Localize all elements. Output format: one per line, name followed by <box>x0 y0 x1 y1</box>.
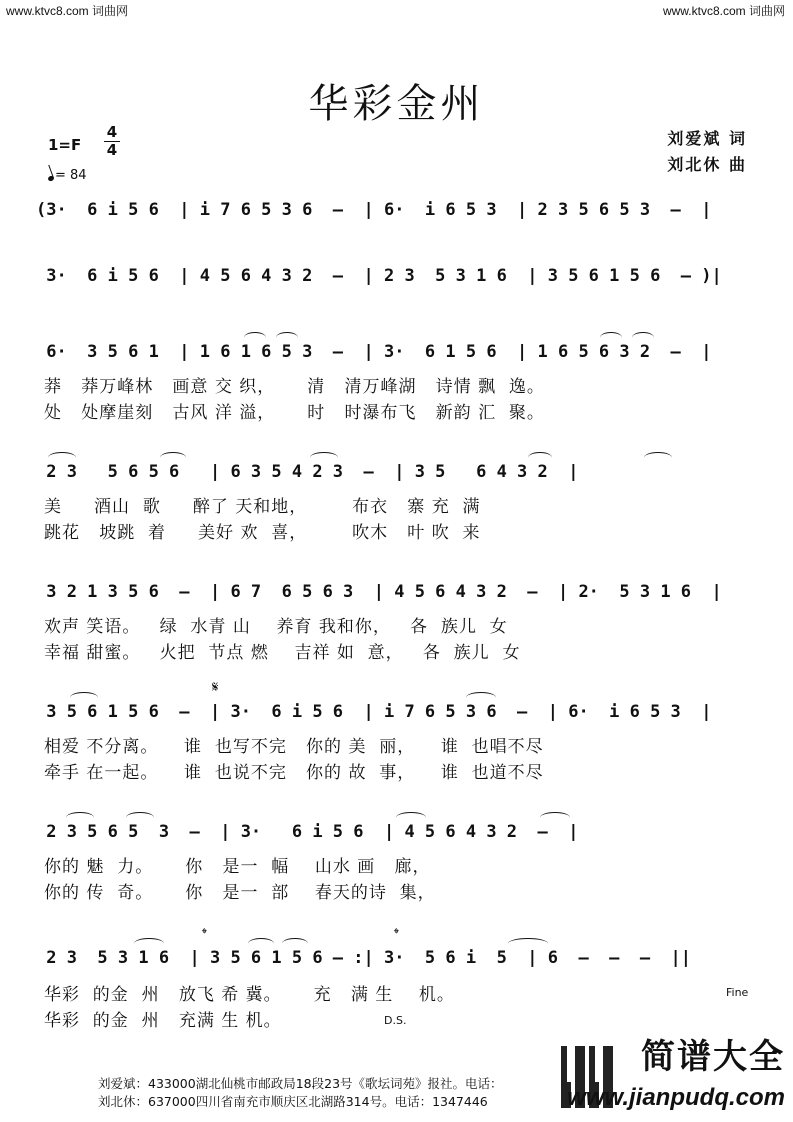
slur <box>248 938 274 949</box>
segno-icon: 𝄋 <box>212 678 219 696</box>
lyric-line-5b: 幸福 甜蜜。 火把 节点 燃 吉祥 如 意， 各 族儿 女 <box>44 643 521 663</box>
quarter-note-icon <box>47 175 54 182</box>
composer-credit: 刘北休 曲 <box>667 155 747 174</box>
lyric-line-7b: 你的 传 奇。 你 是一 部 春天的诗 集， <box>44 883 436 903</box>
footer-line-1: 刘爱斌：433000湖北仙桃市邮政局18段23号《歌坛词苑》报社。电话： <box>98 1076 503 1091</box>
slur <box>134 938 164 949</box>
song-title: 华彩金州 <box>308 81 485 127</box>
slur <box>70 692 98 703</box>
key-signature: 1=F <box>48 136 82 154</box>
slur <box>466 692 496 703</box>
slur <box>396 812 426 823</box>
lyric-line-3a: 莽 莽万峰林 画意 交 织， 清 清万峰湖 诗情 飘 逸。 <box>44 377 545 397</box>
lyric-line-5a: 欢声 笑语。 绿 水青 山 养育 我和你， 各 族儿 女 <box>44 617 508 637</box>
fine-mark: Fine <box>726 986 749 999</box>
tempo-value: = 84 <box>55 168 87 183</box>
lyric-line-6a: 相爱 不分离。 谁 也写不完 你的 美 丽， 谁 也唱不尽 <box>44 737 544 757</box>
lyricist-credit: 刘爱斌 词 <box>667 129 747 148</box>
slur <box>276 332 298 343</box>
music-line-3: 6· 3 5 6 1 | 1 6 1 6 5 3 – | 3· 6 1 5 6 | 1 6 5 6 3 2 – | <box>36 342 712 362</box>
slur <box>600 332 622 343</box>
lyric-line-4b: 跳花 坡跳 着 美好 欢 喜， 吹木 叶 吹 来 <box>44 523 481 543</box>
music-line-8: 2 3 5 3 1 6 | 3 5 6 1 5 6 – :| 3· 5 6 i 5 | 6 – – – || <box>36 948 692 968</box>
logo-text: 简谱大全 <box>641 1037 785 1077</box>
lyric-line-8a: 华彩 的金 州 放飞 希 冀。 充 满 生 机。 <box>44 985 455 1005</box>
slur <box>528 452 552 463</box>
music-line-1: (3· 6 i 5 6 | i 7 6 5 3 6 – | 6· i 6 5 3 | 2 3 5 6 5 3 – | <box>36 200 712 220</box>
slur <box>644 452 672 463</box>
music-line-4: 2 3 5 6 5 6 | 6 3 5 4 2 3 – | 3 5 6 4 3 2 | <box>36 462 579 482</box>
lyric-line-7a: 你的 魅 力。 你 是一 幅 山水 画 廊， <box>44 857 431 877</box>
time-signature <box>104 125 120 158</box>
slur <box>126 812 154 823</box>
slur <box>632 332 654 343</box>
logo-url: www.jianpudq.com <box>567 1084 785 1111</box>
coda-icon-2: 𝄌 <box>394 926 399 942</box>
slur <box>508 938 548 949</box>
footer-line-2: 刘北休：637000四川省南充市顺庆区北湖路314号。电话：1347446 <box>98 1094 488 1109</box>
slur <box>540 812 570 823</box>
ds-mark: D.S. <box>384 1014 407 1027</box>
watermark-left: www.ktvc8.com 词曲网 <box>6 4 129 18</box>
music-line-7: 2 3 5 6 5 3 – | 3· 6 i 5 6 | 4 5 6 4 3 2 – | <box>36 822 579 842</box>
music-line-6: 3 5 6 1 5 6 – | 3· 6 i 5 6 | i 7 6 5 3 6 – | 6· i 6 5 3 | <box>36 702 712 722</box>
tempo-mark <box>48 168 87 183</box>
slur <box>282 938 308 949</box>
slur <box>310 452 338 463</box>
lyric-line-3b: 处 处摩崖刻 古风 洋 溢， 时 时瀑布飞 新韵 汇 聚。 <box>44 403 545 423</box>
slur <box>48 452 76 463</box>
coda-icon-1: 𝄌 <box>202 926 207 942</box>
lyric-line-8b: 华彩 的金 州 充满 生 机。 <box>44 1011 282 1031</box>
slur <box>66 812 94 823</box>
music-line-2: 3· 6 i 5 6 | 4 5 6 4 3 2 – | 2 3 5 3 1 6 | 3 5 6 1 5 6 – )| <box>36 266 722 286</box>
slur <box>160 452 186 463</box>
watermark-right: www.ktvc8.com 词曲网 <box>662 4 785 18</box>
music-line-5: 3 2 1 3 5 6 – | 6 7 6 5 6 3 | 4 5 6 4 3 2 – | 2· 5 3 1 6 | <box>36 582 722 602</box>
slur <box>244 332 266 343</box>
lyric-line-4a: 美 酒山 歌 醉了 天和地， 布衣 寨 充 满 <box>44 497 481 517</box>
time-sig-top: 4 <box>106 123 118 141</box>
lyric-line-6b: 牵手 在一起。 谁 也说不完 你的 故 事， 谁 也道不尽 <box>44 763 544 783</box>
time-sig-bottom: 4 <box>106 141 118 159</box>
